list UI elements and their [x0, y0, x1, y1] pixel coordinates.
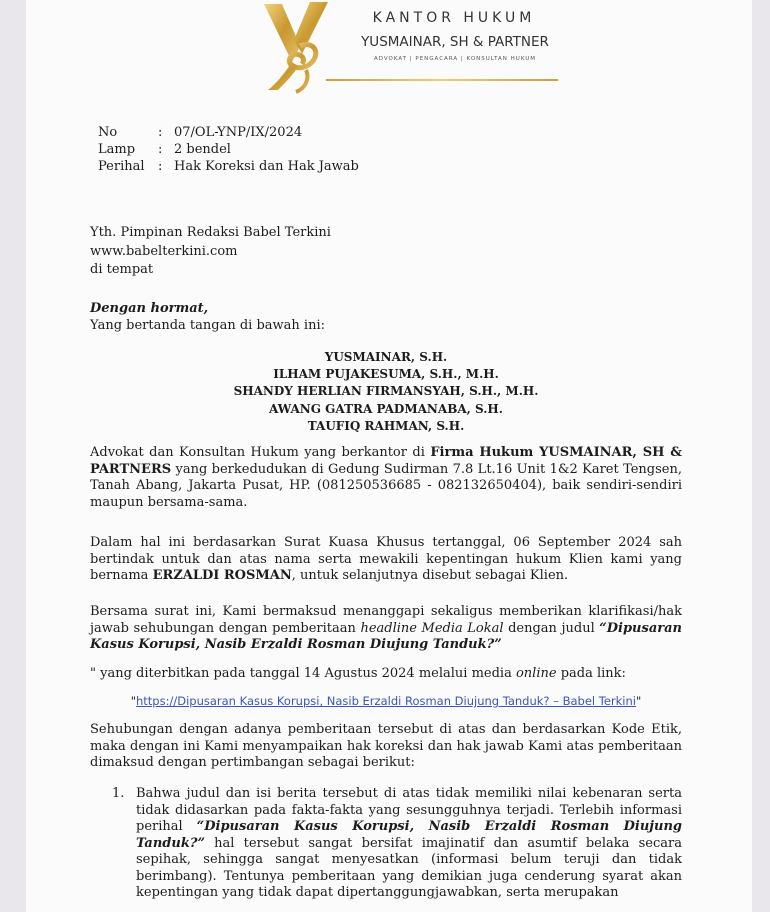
quote-mark: " — [635, 694, 642, 708]
signatory-name: TAUFIQ RAHMAN, S.H. — [307, 418, 465, 433]
text-run: Bahwa judul dan isi berita tersebut di atas tidak memiliki nilai kebenaran serta tidak didasarkan pada fakta-fakta yang sesungguhnya terjadi. Terlebih informasi perihal — [136, 786, 682, 834]
text-run: Dalam hal ini berdasarkan Surat Kuasa Khusus tertanggal, 06 September 2024 sah bertindak untuk dan atas nama serta mewakili kepentingan hukum Klien kami yang bernama — [90, 535, 682, 583]
recipient-location: di tempat — [90, 262, 154, 277]
text-run: Bersama surat ini, Kami bermaksud menanggapi sekaligus memberikan klarifikasi/hak jawab sehubungan dengan pemberitaan — [90, 604, 682, 636]
text-run: Advokat dan Konsultan Hukum yang berkantor di — [90, 445, 431, 460]
signatory-name: SHANDY HERLIAN FIRMANSYAH, S.H., M.H. — [233, 384, 539, 399]
list-text — [136, 786, 682, 902]
paragraph-firm — [90, 445, 682, 511]
meta-row-attachment — [98, 142, 359, 159]
online-term: online — [515, 666, 557, 681]
meta-label: Perihal — [98, 159, 145, 174]
greeting: Dengan hormat, — [90, 301, 209, 316]
client-name: ERZALDI ROSMAN — [152, 568, 292, 583]
article-link-line — [90, 694, 682, 708]
article-title: “Dipusaran Kasus Korupsi, Nasib Erzaldi Rosman Diujung Tanduk?” — [90, 620, 682, 652]
headline-term: headline Media Lokal — [360, 620, 504, 636]
signatory-name: AWANG GATRA PADMANABA, S.H. — [269, 401, 503, 416]
recipient-name: Yth. Pimpinan Redaksi Babel Terkini — [90, 225, 331, 240]
article-link[interactable]: https://Dipusaran Kasus Korupsi, Nasib Erzaldi Rosman Diujung Tanduk? – Babel Terkini — [136, 694, 636, 708]
meta-colon: : — [158, 159, 163, 174]
paragraph-clarification — [90, 604, 682, 654]
meta-label: No — [98, 125, 118, 140]
text-run: " yang diterbitkan pada tanggal 14 Agustus 2024 melalui media — [90, 666, 516, 681]
header-divider — [326, 79, 558, 81]
quote-mark: " — [130, 694, 136, 708]
text-run: , untuk selanjutnya disebut sebagai Klien. — [291, 568, 569, 583]
signatory-names — [90, 349, 682, 435]
firm-services: ADVOKAT | PENGACARA | KONSULTAN HUKUM — [373, 56, 537, 62]
firm-partners: YUSMAINAR, SH & PARTNER — [361, 34, 549, 50]
firm-name-inline: Firma Hukum YUSMAINAR, SH & PARTNERS — [90, 445, 682, 477]
paragraph-publication — [90, 666, 682, 683]
meta-label: Lamp — [98, 142, 136, 157]
letterhead — [26, 0, 752, 100]
list-number: 1. — [112, 786, 125, 801]
signatory-name: YUSMAINAR, S.H. — [324, 350, 448, 364]
letter-meta — [98, 125, 359, 176]
firm-logo — [256, 0, 336, 94]
meta-colon: : — [158, 142, 163, 157]
recipient-website: www.babelterkini.com — [90, 243, 238, 259]
meta-row-number — [98, 125, 359, 142]
paragraph-basis: Sehubungan dengan adanya pemberitaan tersebut di atas dan berdasarkan Kode Etik, maka dengan ini Kami menyampaikan hak koreksi dan hak jawab Kami atas pemberitaan dimaksud dengan pertimbangan sebagai berikut: — [90, 722, 682, 770]
paragraph-power-of-attorney — [90, 535, 682, 585]
recipient-block — [90, 225, 331, 279]
text-run: hal tersebut sangat bersifat imajinatif dan asumtif belaka secara sepihak, sehingga sangat menyesatkan (informasi belum teruji dan tidak berimbang). Tentunya pemberitaan yang demikian juga cenderung syarat akan kepentingan yang tidak dapat dipertanggungjawabkan, serta merupakan — [136, 835, 682, 900]
letter-page — [26, 0, 752, 912]
firm-name: KANTOR HUKUM — [372, 10, 536, 26]
text-run: pada link: — [556, 666, 626, 681]
meta-value: Hak Koreksi dan Hak Jawab — [174, 159, 359, 174]
article-title-quote: “Dipusaran Kasus Korupsi, Nasib Erzaldi Rosman Diujung Tanduk?” — [136, 819, 682, 851]
meta-colon: : — [158, 125, 163, 140]
signatory-name: ILHAM PUJAKESUMA, S.H., M.H. — [273, 367, 499, 382]
text-run: yang berkedudukan di Gedung Sudirman 7.8 Lt.16 Unit 1&2 Karet Tengsen, Tanah Abang, Jakarta Pusat, HP. (081250536685 - 082132650404), baik sendiri-sendiri maupun bersama-sama. — [90, 461, 682, 510]
meta-value: 07/OL-YNP/IX/2024 — [174, 125, 303, 140]
meta-row-subject — [98, 159, 359, 176]
meta-value: 2 bendel — [174, 142, 231, 157]
intro-line: Yang bertanda tangan di bawah ini: — [90, 318, 325, 333]
text-run: dengan judul — [503, 620, 600, 636]
